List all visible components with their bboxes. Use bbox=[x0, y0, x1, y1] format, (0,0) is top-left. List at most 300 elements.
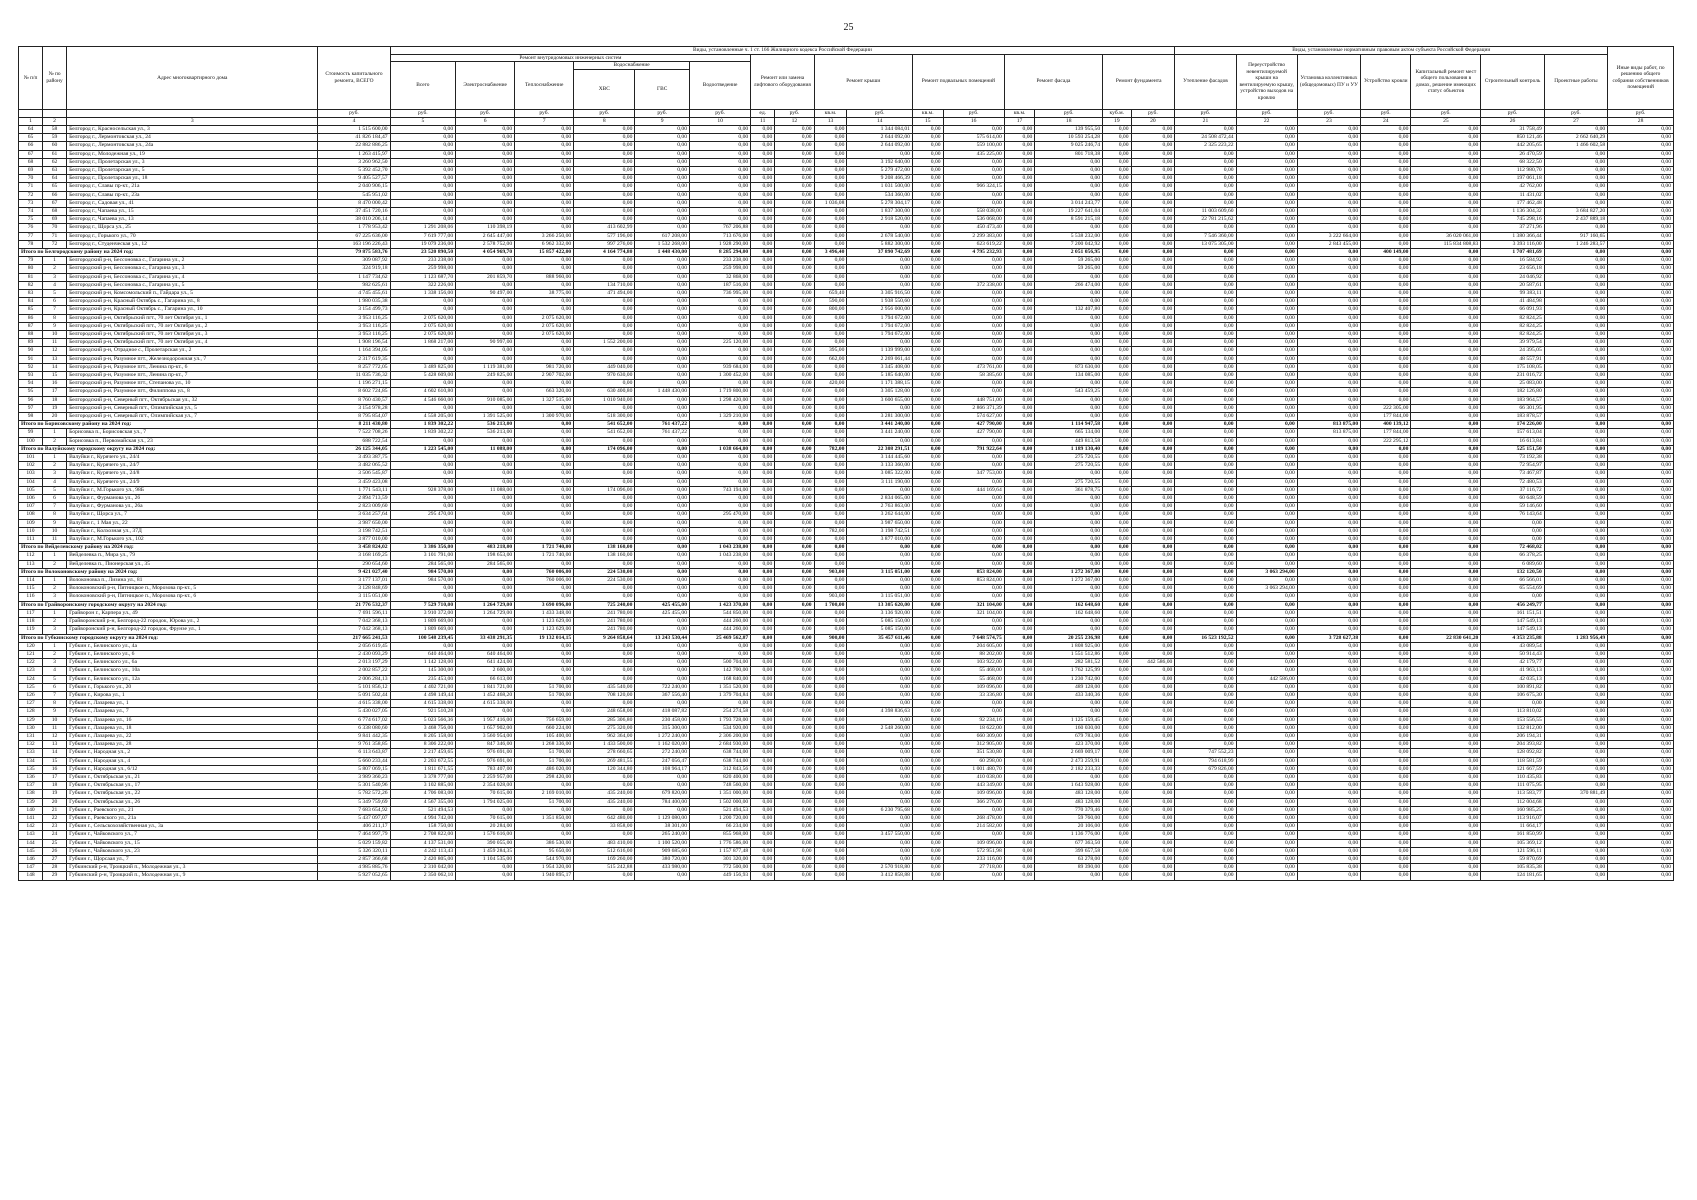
table-cell: 0,00 bbox=[390, 585, 456, 593]
table-cell: 0,00 bbox=[1103, 191, 1131, 199]
table-cell: 0,00 bbox=[1103, 355, 1131, 363]
table-cell: 0,00 bbox=[1004, 798, 1035, 806]
table-cell: 544 850,00 bbox=[690, 609, 751, 617]
table-cell: 0,00 bbox=[912, 642, 943, 650]
table-cell: 0,00 bbox=[1004, 470, 1035, 478]
table-cell: 0,00 bbox=[1103, 166, 1131, 174]
table-cell: 0,00 bbox=[1236, 741, 1297, 749]
table-cell: 0,00 bbox=[1035, 289, 1103, 297]
table-cell: 5 301 540,96 bbox=[318, 782, 390, 790]
table-cell: 0,00 bbox=[912, 298, 943, 306]
table-cell: 0,00 bbox=[1608, 330, 1674, 338]
table-cell: 0,00 bbox=[1175, 691, 1236, 699]
table-cell: 0,00 bbox=[1131, 495, 1175, 503]
table-cell: 0,00 bbox=[1103, 585, 1131, 593]
table-cell: 0,00 bbox=[1175, 872, 1236, 880]
table-cell: 0,00 bbox=[912, 355, 943, 363]
table-cell: 0,00 bbox=[775, 765, 814, 773]
table-cell: 0,00 bbox=[1411, 462, 1481, 470]
table-cell: 713 676,00 bbox=[690, 232, 751, 240]
table-cell: 0,00 bbox=[943, 330, 1004, 338]
table-cell: 12 bbox=[43, 347, 67, 355]
table-cell: 0,00 bbox=[456, 257, 515, 265]
table-cell: 0,00 bbox=[1004, 158, 1035, 166]
table-cell: 0,00 bbox=[1103, 314, 1131, 322]
table-cell: 976 691,00 bbox=[456, 757, 515, 765]
table-cell: 0,00 bbox=[751, 511, 775, 519]
table-cell: 0,00 bbox=[814, 872, 847, 880]
table-cell: 5 bbox=[43, 486, 67, 494]
table-cell: 0,00 bbox=[690, 470, 751, 478]
table-cell: 0,00 bbox=[1103, 322, 1131, 330]
table-cell: 0,00 bbox=[1035, 355, 1103, 363]
header-group-federal: Виды, установленные ч. 1 ст. 166 Жилищного кодекса Российской Федерации bbox=[390, 47, 1175, 55]
table-cell: 2 075 620,00 bbox=[515, 330, 574, 338]
table-cell: 0,00 bbox=[635, 166, 690, 174]
table-cell: 0,00 bbox=[1608, 240, 1674, 248]
table-cell: 0,00 bbox=[1297, 281, 1360, 289]
table-cell: 0,00 bbox=[1608, 372, 1674, 380]
table-cell: 0,00 bbox=[751, 626, 775, 634]
table-cell: 0,00 bbox=[1236, 421, 1297, 429]
table-cell: 5 085 150,00 bbox=[847, 626, 913, 634]
table-cell: 0,00 bbox=[814, 552, 847, 560]
header-n: № п/п bbox=[19, 47, 43, 110]
table-cell: 0,00 bbox=[515, 708, 574, 716]
table-cell: Губкин г., Раевского ул., 21а bbox=[67, 814, 318, 822]
table-cell: 3 111 190,00 bbox=[847, 478, 913, 486]
table-cell: 0,00 bbox=[814, 240, 847, 248]
table-cell: 0,00 bbox=[1608, 380, 1674, 388]
table-cell: 1 448 430,00 bbox=[635, 248, 690, 256]
table-cell: 0,00 bbox=[751, 454, 775, 462]
table-cell: 108 bbox=[19, 511, 43, 519]
table-cell: 0,00 bbox=[1411, 330, 1481, 338]
table-cell: 0,00 bbox=[1103, 158, 1131, 166]
table-cell: 0,00 bbox=[775, 158, 814, 166]
table-cell: 0,00 bbox=[1131, 437, 1175, 445]
table-cell: 100 548 239,45 bbox=[390, 634, 456, 642]
table-cell: 0,00 bbox=[574, 183, 635, 191]
table-cell: 321 104,00 bbox=[943, 601, 1004, 609]
table-cell: 0,00 bbox=[912, 322, 943, 330]
table-cell: 0,00 bbox=[912, 257, 943, 265]
table-cell: 0,00 bbox=[574, 150, 635, 158]
table-cell: 0,00 bbox=[1131, 207, 1175, 215]
table-cell: Борисовка п., Первомайская ул., 23 bbox=[67, 437, 318, 445]
table-cell: 0,00 bbox=[1035, 224, 1103, 232]
table-cell: 0,00 bbox=[1361, 257, 1411, 265]
table-row bbox=[19, 396, 1674, 404]
table-cell: 0,00 bbox=[814, 404, 847, 412]
table-cell: 0,00 bbox=[635, 650, 690, 658]
table-cell: 1 707 481,69 bbox=[1481, 248, 1544, 256]
table-row bbox=[19, 560, 1674, 568]
table-cell: 0,00 bbox=[912, 765, 943, 773]
table-cell: Губкин г., Октябрьская ул., 22 bbox=[67, 790, 318, 798]
table-cell: 59 146,60 bbox=[1481, 503, 1544, 511]
table-cell: 0,00 bbox=[1608, 667, 1674, 675]
table-cell: 0,00 bbox=[574, 831, 635, 839]
table-cell: 0,00 bbox=[1035, 347, 1103, 355]
table-cell: 0,00 bbox=[943, 175, 1004, 183]
table-cell: 0,00 bbox=[1544, 175, 1607, 183]
table-cell: 0,00 bbox=[912, 462, 943, 470]
table-cell: 24 046,92 bbox=[1481, 273, 1544, 281]
table-row bbox=[19, 330, 1674, 338]
table-cell: 0,00 bbox=[775, 618, 814, 626]
table-cell: 486 020,00 bbox=[515, 765, 574, 773]
table-cell: 0,00 bbox=[1608, 232, 1674, 240]
table-cell: 14 bbox=[847, 117, 913, 125]
table-cell: 31 758,49 bbox=[1481, 125, 1544, 133]
table-cell: 0,00 bbox=[814, 782, 847, 790]
table-cell: 0,00 bbox=[1297, 790, 1360, 798]
table-cell: 0,00 bbox=[1411, 166, 1481, 174]
table-cell: 0,00 bbox=[1175, 618, 1236, 626]
table-cell: 19 227 641,04 bbox=[1035, 207, 1103, 215]
table-cell: 0,00 bbox=[690, 560, 751, 568]
table-cell: 2 823 009,60 bbox=[318, 503, 390, 511]
table-cell: 0,00 bbox=[1004, 503, 1035, 511]
table-cell: 5 782 572,26 bbox=[318, 790, 390, 798]
table-cell: 0,00 bbox=[1608, 560, 1674, 568]
table-cell: 0,00 bbox=[912, 429, 943, 437]
table-cell: 0,00 bbox=[1004, 806, 1035, 814]
table-cell: 9 208 466,39 bbox=[847, 175, 913, 183]
table-cell: 0,00 bbox=[1361, 445, 1411, 453]
table-cell: 0,00 bbox=[912, 568, 943, 576]
table-cell: Губкин г., Белинского ул., 4а bbox=[67, 642, 318, 650]
table-cell: 0,00 bbox=[1411, 355, 1481, 363]
table-cell: 0,00 bbox=[912, 823, 943, 831]
table-cell: 2 040 906,15 bbox=[318, 183, 390, 191]
table-cell: 0,00 bbox=[775, 872, 814, 880]
table-cell: 0,00 bbox=[1103, 486, 1131, 494]
table-cell: 820 400,00 bbox=[690, 773, 751, 781]
table-cell: 784 400,00 bbox=[635, 798, 690, 806]
table-cell: 0,00 bbox=[751, 839, 775, 847]
table-cell: 7 464 997,79 bbox=[318, 831, 390, 839]
table-cell: 0,00 bbox=[1297, 314, 1360, 322]
table-cell: 0,00 bbox=[1411, 142, 1481, 150]
table-cell: 0,00 bbox=[1361, 454, 1411, 462]
table-cell: 0,00 bbox=[515, 134, 574, 142]
table-cell: 0,00 bbox=[1131, 839, 1175, 847]
table-cell: 0,00 bbox=[1236, 683, 1297, 691]
table-cell: 0,00 bbox=[574, 175, 635, 183]
table-cell: 3 128 848,69 bbox=[318, 585, 390, 593]
table-cell: 16 613,84 bbox=[1481, 437, 1544, 445]
table-cell: 0,00 bbox=[751, 199, 775, 207]
table-cell: 0,00 bbox=[1411, 806, 1481, 814]
table-cell: 0,00 bbox=[1361, 150, 1411, 158]
table-cell: 6 113 643,87 bbox=[318, 749, 390, 757]
table-cell: 0,00 bbox=[775, 478, 814, 486]
table-cell: 0,00 bbox=[775, 355, 814, 363]
table-cell: 0,00 bbox=[1131, 298, 1175, 306]
table-cell: 0,00 bbox=[1297, 609, 1360, 617]
table-cell: 0,00 bbox=[814, 462, 847, 470]
table-cell: 1 459 284,35 bbox=[456, 847, 515, 855]
table-cell: 90 497,00 bbox=[456, 289, 515, 297]
table-cell: 0,00 bbox=[1236, 798, 1297, 806]
table-cell: 113 bbox=[19, 560, 43, 568]
table-cell: 0,00 bbox=[1236, 536, 1297, 544]
table-row bbox=[19, 724, 1674, 732]
table-cell: 0,00 bbox=[1236, 601, 1297, 609]
table-cell: 23 656,18 bbox=[1481, 265, 1544, 273]
table-cell: 0,00 bbox=[751, 486, 775, 494]
table-cell: 0,00 bbox=[1361, 790, 1411, 798]
table-cell: 0,00 bbox=[912, 347, 943, 355]
table-cell: 0,00 bbox=[456, 158, 515, 166]
table-cell: 0,00 bbox=[912, 445, 943, 453]
table-cell: 0,00 bbox=[1544, 495, 1607, 503]
table-cell: 0,00 bbox=[1175, 380, 1236, 388]
table-cell: 115 834 808,83 bbox=[1411, 240, 1481, 248]
table-cell: 13 075 305,00 bbox=[1175, 240, 1236, 248]
table-cell: 0,00 bbox=[775, 421, 814, 429]
table-cell: 0,00 bbox=[1544, 372, 1607, 380]
table-cell: 0,00 bbox=[1131, 773, 1175, 781]
table-cell: 0,00 bbox=[912, 511, 943, 519]
table-cell: 3 063 294,00 bbox=[1236, 585, 1297, 593]
table-cell: 3 115 051,00 bbox=[847, 593, 913, 601]
table-cell: 0,00 bbox=[456, 593, 515, 601]
table-cell: 0,00 bbox=[1608, 872, 1674, 880]
table-cell: 284 565,00 bbox=[456, 560, 515, 568]
header-roof-rebuild: Переустройство невентилируемой крыши на вентилируемую крышу, устройство выходов на кровлю bbox=[1236, 54, 1297, 109]
table-cell: 0,00 bbox=[1103, 503, 1131, 511]
table-cell: 0,00 bbox=[751, 306, 775, 314]
table-cell: 0,00 bbox=[1131, 806, 1175, 814]
table-cell: 0,00 bbox=[1004, 298, 1035, 306]
table-cell: 0,00 bbox=[1608, 798, 1674, 806]
table-cell: 20 bbox=[43, 798, 67, 806]
table-cell: Белгородский р-н, Октябрьский пгт., 70 лет Октября ул., 3 bbox=[67, 330, 318, 338]
table-cell: 7 bbox=[43, 691, 67, 699]
table-cell: 174 096,00 bbox=[574, 486, 635, 494]
table-cell: руб. bbox=[1361, 109, 1411, 117]
table-cell: 0,00 bbox=[1131, 503, 1175, 511]
table-cell: 0,00 bbox=[1236, 224, 1297, 232]
table-cell: 0,00 bbox=[515, 142, 574, 150]
table-cell: Губкин г., Чайковского ул., 23 bbox=[67, 847, 318, 855]
table-cell: 521 494,53 bbox=[690, 806, 751, 814]
table-cell: 13 bbox=[43, 741, 67, 749]
table-cell: 0,00 bbox=[1236, 618, 1297, 626]
table-cell: 0,00 bbox=[515, 183, 574, 191]
header-meters: Установка коллективных (общедомовых) ПУ и УУ bbox=[1297, 54, 1360, 109]
table-cell: 0,00 bbox=[456, 462, 515, 470]
table-cell: 0,00 bbox=[912, 175, 943, 183]
table-cell: 0,00 bbox=[1236, 823, 1297, 831]
table-cell: 225 120,00 bbox=[690, 339, 751, 347]
table-cell: 0,00 bbox=[847, 732, 913, 740]
table-cell: 0,00 bbox=[814, 732, 847, 740]
table-cell: 0,00 bbox=[847, 560, 913, 568]
table-cell: 442 586,00 bbox=[1236, 675, 1297, 683]
table-cell: 0,00 bbox=[1297, 823, 1360, 831]
table-row bbox=[19, 675, 1674, 683]
table-cell: 0,00 bbox=[1361, 667, 1411, 675]
table-cell: 0,00 bbox=[1481, 593, 1544, 601]
table-cell: 0,00 bbox=[690, 298, 751, 306]
table-cell: 0,00 bbox=[1361, 544, 1411, 552]
table-cell: 0,00 bbox=[775, 380, 814, 388]
table-cell: 0,00 bbox=[912, 437, 943, 445]
table-cell: 4 398 836,63 bbox=[847, 708, 913, 716]
table-cell: 95 650,00 bbox=[515, 847, 574, 855]
table-cell: 19 bbox=[43, 790, 67, 798]
table-cell: 0,00 bbox=[847, 683, 913, 691]
table-cell: 0,00 bbox=[515, 806, 574, 814]
table-cell: 162 648,60 bbox=[1035, 609, 1103, 617]
table-cell: 0,00 bbox=[635, 216, 690, 224]
table-cell: Губкин г., Кирова ул., 1 bbox=[67, 691, 318, 699]
table-cell: Губкин г., Раевского ул., 21 bbox=[67, 806, 318, 814]
table-cell: Губкин г., Чайковского ул., 15 bbox=[67, 839, 318, 847]
table-cell: 0,00 bbox=[1236, 281, 1297, 289]
table-cell: 435 240,00 bbox=[574, 790, 635, 798]
table-cell: 26 bbox=[1481, 117, 1544, 125]
table-cell: 0,00 bbox=[1103, 609, 1131, 617]
table-cell: 0,00 bbox=[775, 363, 814, 371]
table-cell: 5 430 027,05 bbox=[318, 708, 390, 716]
table-cell: 0,00 bbox=[1361, 183, 1411, 191]
table-row bbox=[19, 314, 1674, 322]
table-cell: 0,00 bbox=[814, 232, 847, 240]
table-cell: 0,00 bbox=[635, 396, 690, 404]
table-cell: 0,00 bbox=[1131, 618, 1175, 626]
table-cell: 0,00 bbox=[751, 864, 775, 872]
table-cell: 0,00 bbox=[1481, 519, 1544, 527]
table-cell: 449 813,58 bbox=[1035, 437, 1103, 445]
table-cell: руб. bbox=[1544, 109, 1607, 117]
table-cell: 0,00 bbox=[1608, 413, 1674, 421]
table-cell: 0,00 bbox=[456, 125, 515, 133]
table-cell: 0,00 bbox=[1297, 831, 1360, 839]
table-cell: 0,00 bbox=[1297, 347, 1360, 355]
table-cell: 0,00 bbox=[1411, 363, 1481, 371]
table-cell: 1 351 520,00 bbox=[690, 683, 751, 691]
table-cell: 0,00 bbox=[1544, 831, 1607, 839]
table-cell: 0,00 bbox=[1175, 470, 1236, 478]
table-cell: 0,00 bbox=[1608, 166, 1674, 174]
table-cell: 3 177 137,01 bbox=[318, 577, 390, 585]
table-cell: 42 035,13 bbox=[1481, 675, 1544, 683]
table-cell: 0,00 bbox=[1004, 773, 1035, 781]
table-cell: 72 468,02 bbox=[1481, 544, 1544, 552]
table-cell: 0,00 bbox=[1297, 437, 1360, 445]
table-cell: 0,00 bbox=[1544, 568, 1607, 576]
table-cell: 8 211 430,80 bbox=[318, 421, 390, 429]
table-cell: 0,00 bbox=[1004, 248, 1035, 256]
table-cell: 0,00 bbox=[390, 437, 456, 445]
table-cell: 0,00 bbox=[456, 527, 515, 535]
table-cell: 112 004,68 bbox=[1481, 798, 1544, 806]
table-cell: 42 762,00 bbox=[1481, 183, 1544, 191]
table-cell: 0,00 bbox=[456, 806, 515, 814]
table-cell: 0,00 bbox=[1544, 732, 1607, 740]
table-cell: 0,00 bbox=[1004, 454, 1035, 462]
table-cell: 0,00 bbox=[1297, 773, 1360, 781]
table-cell: 0,00 bbox=[814, 134, 847, 142]
table-cell: 0,00 bbox=[1131, 536, 1175, 544]
table-cell: 0,00 bbox=[1035, 544, 1103, 552]
table-cell: 0,00 bbox=[1236, 289, 1297, 297]
table-cell: 0,00 bbox=[1004, 823, 1035, 831]
header-roof: Ремонт крыши bbox=[814, 54, 912, 109]
table-cell: 0,00 bbox=[1608, 806, 1674, 814]
table-cell: 0,00 bbox=[1131, 175, 1175, 183]
table-cell: 0,00 bbox=[814, 339, 847, 347]
table-cell: 0,00 bbox=[1103, 306, 1131, 314]
table-row bbox=[19, 437, 1674, 445]
table-cell: 0,00 bbox=[1411, 175, 1481, 183]
table-cell: 0,00 bbox=[1004, 388, 1035, 396]
table-cell: 0,00 bbox=[1103, 511, 1131, 519]
table-cell: 0,00 bbox=[1297, 511, 1360, 519]
table-cell: 2 075 620,00 bbox=[390, 322, 456, 330]
table-cell: 103 922,00 bbox=[943, 659, 1004, 667]
table-cell: 0,00 bbox=[775, 839, 814, 847]
table-cell: 0,00 bbox=[912, 240, 943, 248]
table-cell: 0,00 bbox=[1544, 782, 1607, 790]
table-cell: 0,00 bbox=[1411, 757, 1481, 765]
table-cell: 736 995,00 bbox=[690, 289, 751, 297]
table-row bbox=[19, 864, 1674, 872]
table-cell: 910 085,00 bbox=[456, 396, 515, 404]
table-cell: 0,00 bbox=[1103, 142, 1131, 150]
table-cell: 0,00 bbox=[1236, 462, 1297, 470]
table-cell: 0,00 bbox=[390, 404, 456, 412]
table-cell: 0,00 bbox=[515, 519, 574, 527]
table-cell: 0,00 bbox=[1297, 380, 1360, 388]
table-cell: 0,00 bbox=[1103, 683, 1131, 691]
table-cell: 25 bbox=[1411, 117, 1481, 125]
table-cell: 1 bbox=[43, 552, 67, 560]
table-cell: Белгородский р-н, Северный пгт., Олимпийская ул., 7 bbox=[67, 413, 318, 421]
table-cell: 0,00 bbox=[1411, 495, 1481, 503]
table-cell: 0,00 bbox=[1361, 232, 1411, 240]
table-cell: 1 643 928,00 bbox=[1035, 782, 1103, 790]
table-cell: 0,00 bbox=[1103, 372, 1131, 380]
table-cell: 0,00 bbox=[814, 396, 847, 404]
table-cell: 0,00 bbox=[1411, 421, 1481, 429]
table-cell: 0,00 bbox=[515, 347, 574, 355]
table-cell: 0,00 bbox=[1608, 839, 1674, 847]
table-cell: 13 243 530,44 bbox=[635, 634, 690, 642]
table-cell: 0,00 bbox=[574, 462, 635, 470]
table-cell: 0,00 bbox=[635, 199, 690, 207]
table-cell: 0,00 bbox=[814, 413, 847, 421]
table-cell: 0,00 bbox=[751, 322, 775, 330]
table-cell: 0,00 bbox=[1361, 642, 1411, 650]
table-cell: 0,00 bbox=[456, 568, 515, 576]
table-cell: 4 bbox=[43, 478, 67, 486]
table-cell: 2 317 619,35 bbox=[318, 355, 390, 363]
table-cell: 0,00 bbox=[1411, 273, 1481, 281]
table-cell: 0,00 bbox=[1608, 355, 1674, 363]
table-cell: 147 549,13 bbox=[1481, 626, 1544, 634]
table-cell: 0,00 bbox=[1175, 404, 1236, 412]
table-cell: 0,00 bbox=[1544, 248, 1607, 256]
table-cell: 0,00 bbox=[1361, 142, 1411, 150]
table-cell: 9 421 027,40 bbox=[318, 568, 390, 576]
table-cell: Белгородский р-н, Разумное пгт., Филиппова ул., 8 bbox=[67, 388, 318, 396]
